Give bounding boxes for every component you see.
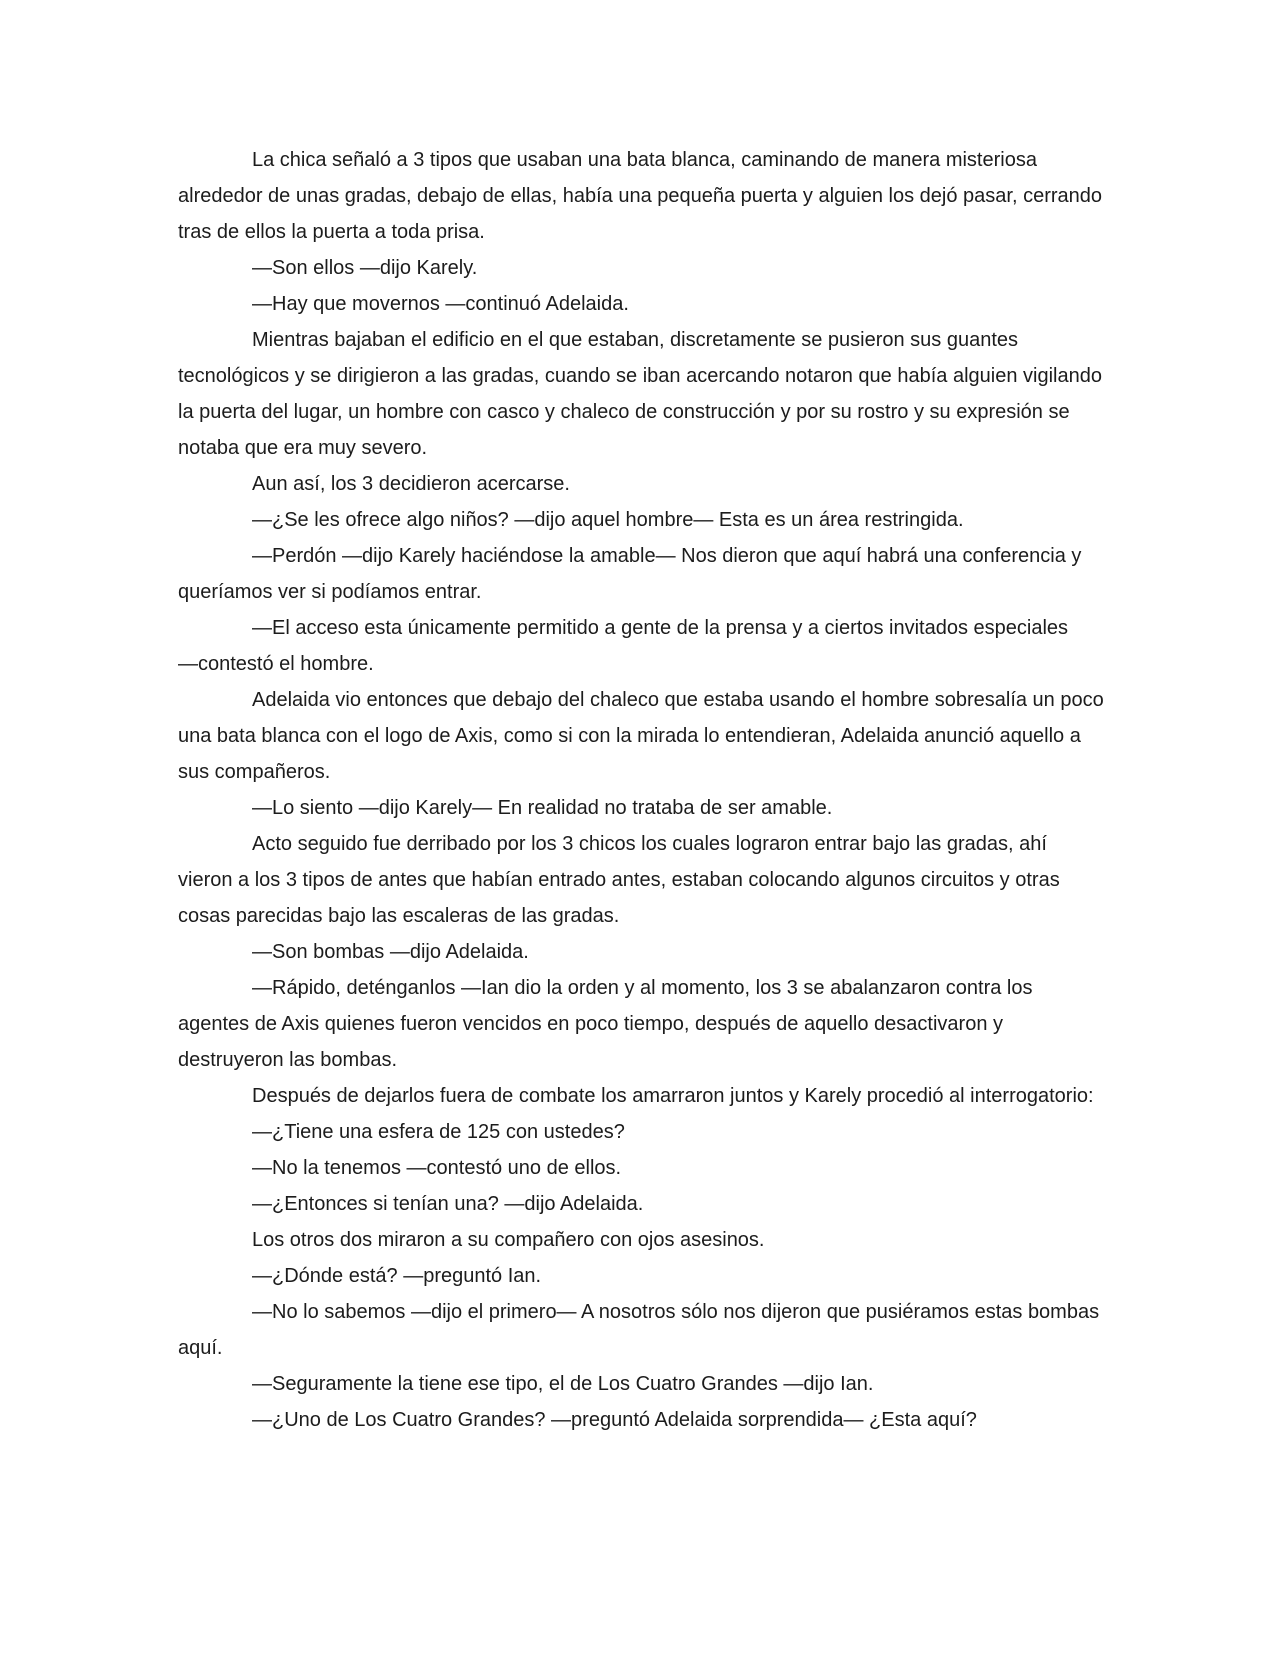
- document-page: [178, 142, 1106, 1438]
- paragraph: ―No la tenemos ―contestó uno de ellos.: [252, 1157, 622, 1179]
- paragraph: Después de dejarlos fuera de combate los amarraron juntos y Karely procedió al interrogatorio:: [252, 1085, 1094, 1107]
- paragraph: ―Perdón ―dijo Karely haciéndose la amable― Nos dieron que aquí habrá una conferencia y queríamos ver si podíamos entrar.: [178, 545, 1082, 603]
- paragraph: ―¿Uno de Los Cuatro Grandes? ―preguntó Adelaida sorprendida― ¿Esta aquí?: [252, 1409, 977, 1431]
- paragraph: ―Hay que movernos ―continuó Adelaida.: [252, 293, 629, 315]
- paragraph: ―Son bombas ―dijo Adelaida.: [252, 941, 529, 963]
- paragraph: Los otros dos miraron a su compañero con ojos asesinos.: [252, 1229, 765, 1251]
- paragraph: ―Seguramente la tiene ese tipo, el de Los Cuatro Grandes ―dijo Ian.: [252, 1373, 874, 1395]
- paragraph: Adelaida vio entonces que debajo del chaleco que estaba usando el hombre sobresalía un poco una bata blanca con el logo de Axis, como si con la mirada lo entendieran, Adelaida anunció aquello a sus compañeros.: [178, 689, 1104, 783]
- paragraph: ―El acceso esta únicamente permitido a gente de la prensa y a ciertos invitados especiales ―contestó el hombre.: [178, 617, 1069, 675]
- paragraph: La chica señaló a 3 tipos que usaban una bata blanca, caminando de manera misteriosa alrededor de unas gradas, debajo de ellas, había una pequeña puerta y alguien los dejó pasar, cerrando tras de ellos la puerta a toda prisa.: [178, 149, 1103, 243]
- paragraph: Mientras bajaban el edificio en el que estaban, discretamente se pusieron sus guantes tecnológicos y se dirigieron a las gradas, cuando se iban acercando notaron que había alguien vigilando la puerta del lugar, un hombre con casco y chaleco de construcción y por su rostro y su expresión se notaba que era muy severo.: [178, 329, 1102, 459]
- paragraph: Acto seguido fue derribado por los 3 chicos los cuales lograron entrar bajo las gradas, ahí vieron a los 3 tipos de antes que habían entrado antes, estaban colocando algunos circuitos y otras cosas parecidas bajo las escaleras de las gradas.: [178, 833, 1060, 927]
- paragraph: ―Rápido, deténganlos ―Ian dio la orden y al momento, los 3 se abalanzaron contra los agentes de Axis quienes fueron vencidos en poco tiempo, después de aquello desactivaron y destruyeron las bombas.: [178, 977, 1033, 1071]
- paragraph: ―¿Tiene una esfera de 125 con ustedes?: [252, 1121, 625, 1143]
- paragraph: ―Lo siento ―dijo Karely― En realidad no trataba de ser amable.: [252, 797, 833, 819]
- paragraph: ―¿Dónde está? ―preguntó Ian.: [252, 1265, 542, 1287]
- paragraph: ―Son ellos ―dijo Karely.: [252, 257, 478, 279]
- paragraph: ―¿Entonces si tenían una? ―dijo Adelaida.: [252, 1193, 644, 1215]
- paragraph: ―¿Se les ofrece algo niños? ―dijo aquel hombre― Esta es un área restringida.: [252, 509, 964, 531]
- paragraph: ―No lo sabemos ―dijo el primero― A nosotros sólo nos dijeron que pusiéramos estas bombas aquí.: [178, 1301, 1100, 1359]
- paragraph: Aun así, los 3 decidieron acercarse.: [252, 473, 570, 495]
